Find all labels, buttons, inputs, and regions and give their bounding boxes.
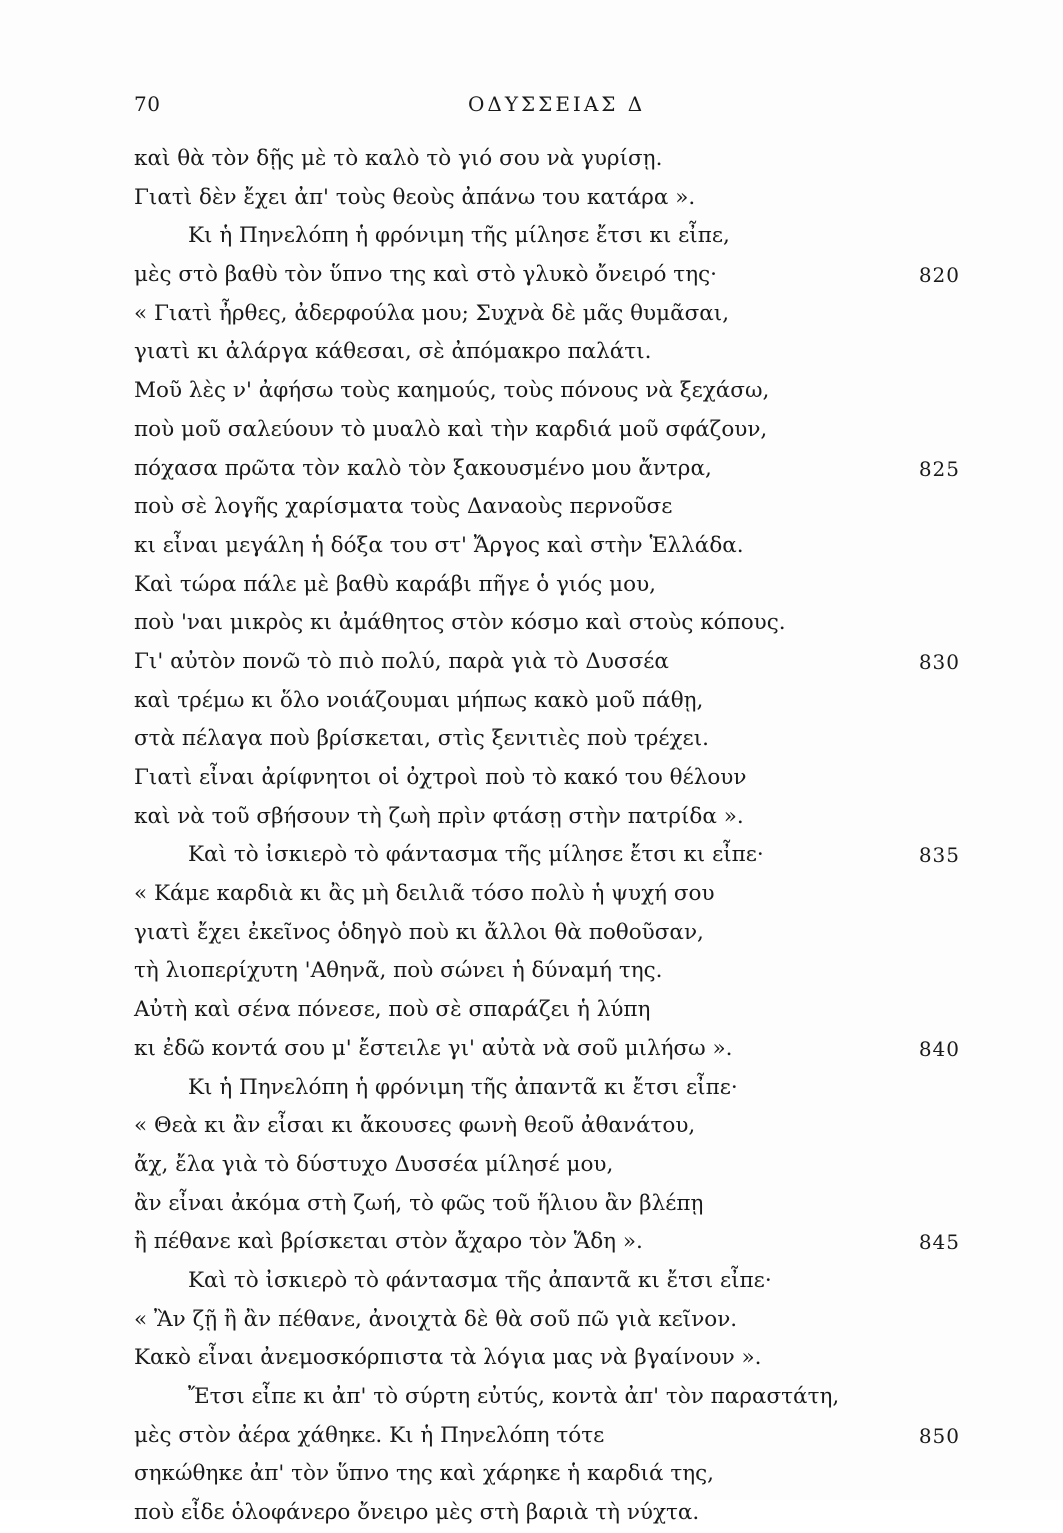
- verse-text: Κι ἡ Πηνελόπη ἡ φρόνιμη τῆς ἀπαντᾶ κι ἔτσι εἶπε·: [188, 1074, 738, 1100]
- verse-line: [134, 1185, 964, 1224]
- verse-text: Μοῦ λὲς ν' ἀφήσω τοὺς καημούς, τοὺς πόνους νὰ ξεχάσω,: [134, 378, 770, 404]
- verse-text: Καὶ τώρα πάλε μὲ βαθὺ καράβι πῆγε ὁ γιός μου,: [134, 571, 656, 597]
- verse-text: ἄχ, ἔλα γιὰ τὸ δύστυχο Δυσσέα μίλησέ μου,: [134, 1151, 614, 1177]
- verse-text: « Θεὰ κι ἂν εἶσαι κι ἄκουσες φωνὴ θεοῦ ἀθανάτου,: [134, 1113, 696, 1139]
- verse-text: γιατὶ ἔχει ἐκεῖνος ὁδηγὸ ποὺ κι ἄλλοι θὰ ποθοῦσαν,: [134, 919, 704, 945]
- verse-text: ποὺ εἶδε ὁλοφάνερο ὄνειρο μὲς στὴ βαριὰ τὴ νύχτα.: [134, 1500, 700, 1526]
- verse-line: [134, 1223, 964, 1262]
- verse-text: Γι' αὐτὸν πονῶ τὸ πιὸ πολύ, παρὰ γιὰ τὸ Δυσσέα: [134, 648, 669, 674]
- verse-line: [134, 488, 964, 527]
- verse-line: [134, 1339, 964, 1378]
- line-number: 840: [918, 1036, 960, 1061]
- verse-text: « Γιατὶ ἦρθες, ἀδερφούλα μου; Συχνὰ δὲ μᾶς θυμᾶσαι,: [134, 300, 730, 326]
- verse-line: [134, 759, 964, 798]
- verse-line: [134, 991, 964, 1030]
- line-number: 830: [918, 649, 960, 674]
- verse-line: [134, 875, 964, 914]
- verse-line: [134, 1030, 964, 1069]
- verse-text: μὲς στὸ βαθὺ τὸν ὕπνο της καὶ στὸ γλυκὸ ὄνειρό της·: [134, 262, 717, 288]
- verse-text: Αὐτὴ καὶ σένα πόνεσε, ποὺ σὲ σπαράζει ἡ λύπη: [134, 997, 651, 1023]
- verse-line: [134, 450, 964, 489]
- verse-line: [134, 333, 964, 372]
- page-number: 70: [134, 92, 161, 116]
- verse-line: [134, 295, 964, 334]
- verse-text: τὴ λιοπερίχυτη 'Αθηνᾶ, ποὺ σώνει ἡ δύναμή της.: [134, 958, 663, 984]
- verse-line: [134, 140, 964, 179]
- page-header: [134, 92, 954, 128]
- verse-line: [134, 836, 964, 875]
- verse-text: ποὺ μοῦ σαλεύουν τὸ μυαλὸ καὶ τὴν καρδιά μοῦ σφάζουν,: [134, 416, 768, 442]
- verse-line: [134, 1069, 964, 1108]
- verse-text: Γιατὶ εἶναι ἀρίφνητοι οἱ ὀχτροὶ ποὺ τὸ κακό του θέλουν: [134, 765, 747, 790]
- verse-text: γιατὶ κι ἀλάργα κάθεσαι, σὲ ἀπόμακρο παλάτι.: [134, 339, 652, 365]
- verse-text: Γιατὶ δὲν ἔχει ἀπ' τοὺς θεοὺς ἀπάνω του κατάρα ».: [134, 184, 696, 210]
- poem-body: [134, 140, 964, 1533]
- verse-line: [134, 1455, 964, 1494]
- verse-line: [134, 1417, 964, 1456]
- verse-text: πόχασα πρῶτα τὸν καλὸ τὸν ξακουσμένο μου ἄντρα,: [134, 455, 712, 481]
- running-head: ΟΔΥΣΣΕΙΑΣ Δ: [468, 92, 646, 116]
- verse-line: [134, 527, 964, 566]
- verse-text: ἢ πέθανε καὶ βρίσκεται στὸν ἄχαρο τὸν Ἅδη ».: [134, 1229, 643, 1255]
- line-number: 845: [918, 1230, 960, 1255]
- verse-line: [134, 643, 964, 682]
- verse-text: σηκώθηκε ἀπ' τὸν ὕπνο της καὶ χάρηκε ἡ καρδιά της,: [134, 1461, 714, 1487]
- verse-text: ποὺ 'ναι μικρὸς κι ἀμάθητος στὸν κόσμο καὶ στοὺς κόπους.: [134, 610, 786, 636]
- verse-text: Κι ἡ Πηνελόπη ἡ φρόνιμη τῆς μίλησε ἔτσι κι εἶπε,: [188, 223, 730, 249]
- line-number: 835: [918, 843, 960, 868]
- verse-line: [134, 682, 964, 721]
- verse-line: [134, 256, 964, 295]
- verse-text: Καὶ τὸ ἰσκιερὸ τὸ φάντασμα τῆς μίλησε ἔτσι κι εἶπε·: [188, 842, 764, 868]
- verse-line: [134, 372, 964, 411]
- verse-text: ποὺ σὲ λογῆς χαρίσματα τοὺς Δαναοὺς περνοῦσε: [134, 494, 673, 520]
- verse-line: [134, 411, 964, 450]
- verse-text: καὶ νὰ τοῦ σβήσουν τὴ ζωὴ πρὶν φτάσῃ στὴν πατρίδα ».: [134, 803, 744, 829]
- verse-text: Κακὸ εἶναι ἀνεμοσκόρπιστα τὰ λόγια μας νὰ βγαίνουν ».: [134, 1345, 762, 1371]
- verse-text: καὶ θὰ τὸν δῇς μὲ τὸ καλὸ τὸ γιό σου νὰ γυρίσῃ.: [134, 146, 663, 171]
- verse-text: μὲς στὸν ἀέρα χάθηκε. Κι ἡ Πηνελόπη τότε: [134, 1422, 605, 1448]
- verse-text: « Κάμε καρδιὰ κι ἂς μὴ δειλιᾶ τόσο πολὺ ἡ ψυχή σου: [134, 881, 715, 907]
- verse-line: [134, 952, 964, 991]
- verse-text: στὰ πέλαγα ποὺ βρίσκεται, στὶς ξενιτιὲς ποὺ τρέχει.: [134, 726, 709, 752]
- verse-text: Ἔτσι εἶπε κι ἀπ' τὸ σύρτη εὐτύς, κοντὰ ἀπ' τὸν παραστάτη,: [188, 1384, 840, 1409]
- verse-line: [134, 914, 964, 953]
- line-number: 850: [918, 1423, 960, 1448]
- verse-line: [134, 1301, 964, 1340]
- verse-line: [134, 1378, 964, 1417]
- verse-text: Καὶ τὸ ἰσκιερὸ τὸ φάντασμα τῆς ἀπαντᾶ κι ἔτσι εἶπε·: [188, 1267, 772, 1293]
- verse-text: κι εἶναι μεγάλη ἡ δόξα του στ' Ἄργος καὶ στὴν Ἑλλάδα.: [134, 532, 744, 558]
- verse-line: [134, 179, 964, 218]
- verse-line: [134, 1146, 964, 1185]
- verse-text: κι ἐδῶ κοντά σου μ' ἔστειλε γι' αὐτὰ νὰ σοῦ μιλήσω ».: [134, 1035, 733, 1061]
- verse-text: καὶ τρέμω κι ὅλο νοιάζουμαι μήπως κακὸ μοῦ πάθῃ,: [134, 687, 704, 713]
- verse-line: [134, 604, 964, 643]
- verse-text: « Ἂν ζῇ ἢ ἂν πέθανε, ἀνοιχτὰ δὲ θὰ σοῦ πῶ γιὰ κεῖνον.: [134, 1306, 738, 1332]
- verse-line: [134, 798, 964, 837]
- verse-line: [134, 566, 964, 605]
- verse-line: [134, 1262, 964, 1301]
- verse-line: [134, 1107, 964, 1146]
- line-number: 820: [918, 263, 960, 288]
- verse-line: [134, 217, 964, 256]
- verse-line: [134, 720, 964, 759]
- line-number: 825: [918, 456, 960, 481]
- verse-text: ἂν εἶναι ἀκόμα στὴ ζωή, τὸ φῶς τοῦ ἥλιου ἂν βλέπῃ: [134, 1190, 704, 1216]
